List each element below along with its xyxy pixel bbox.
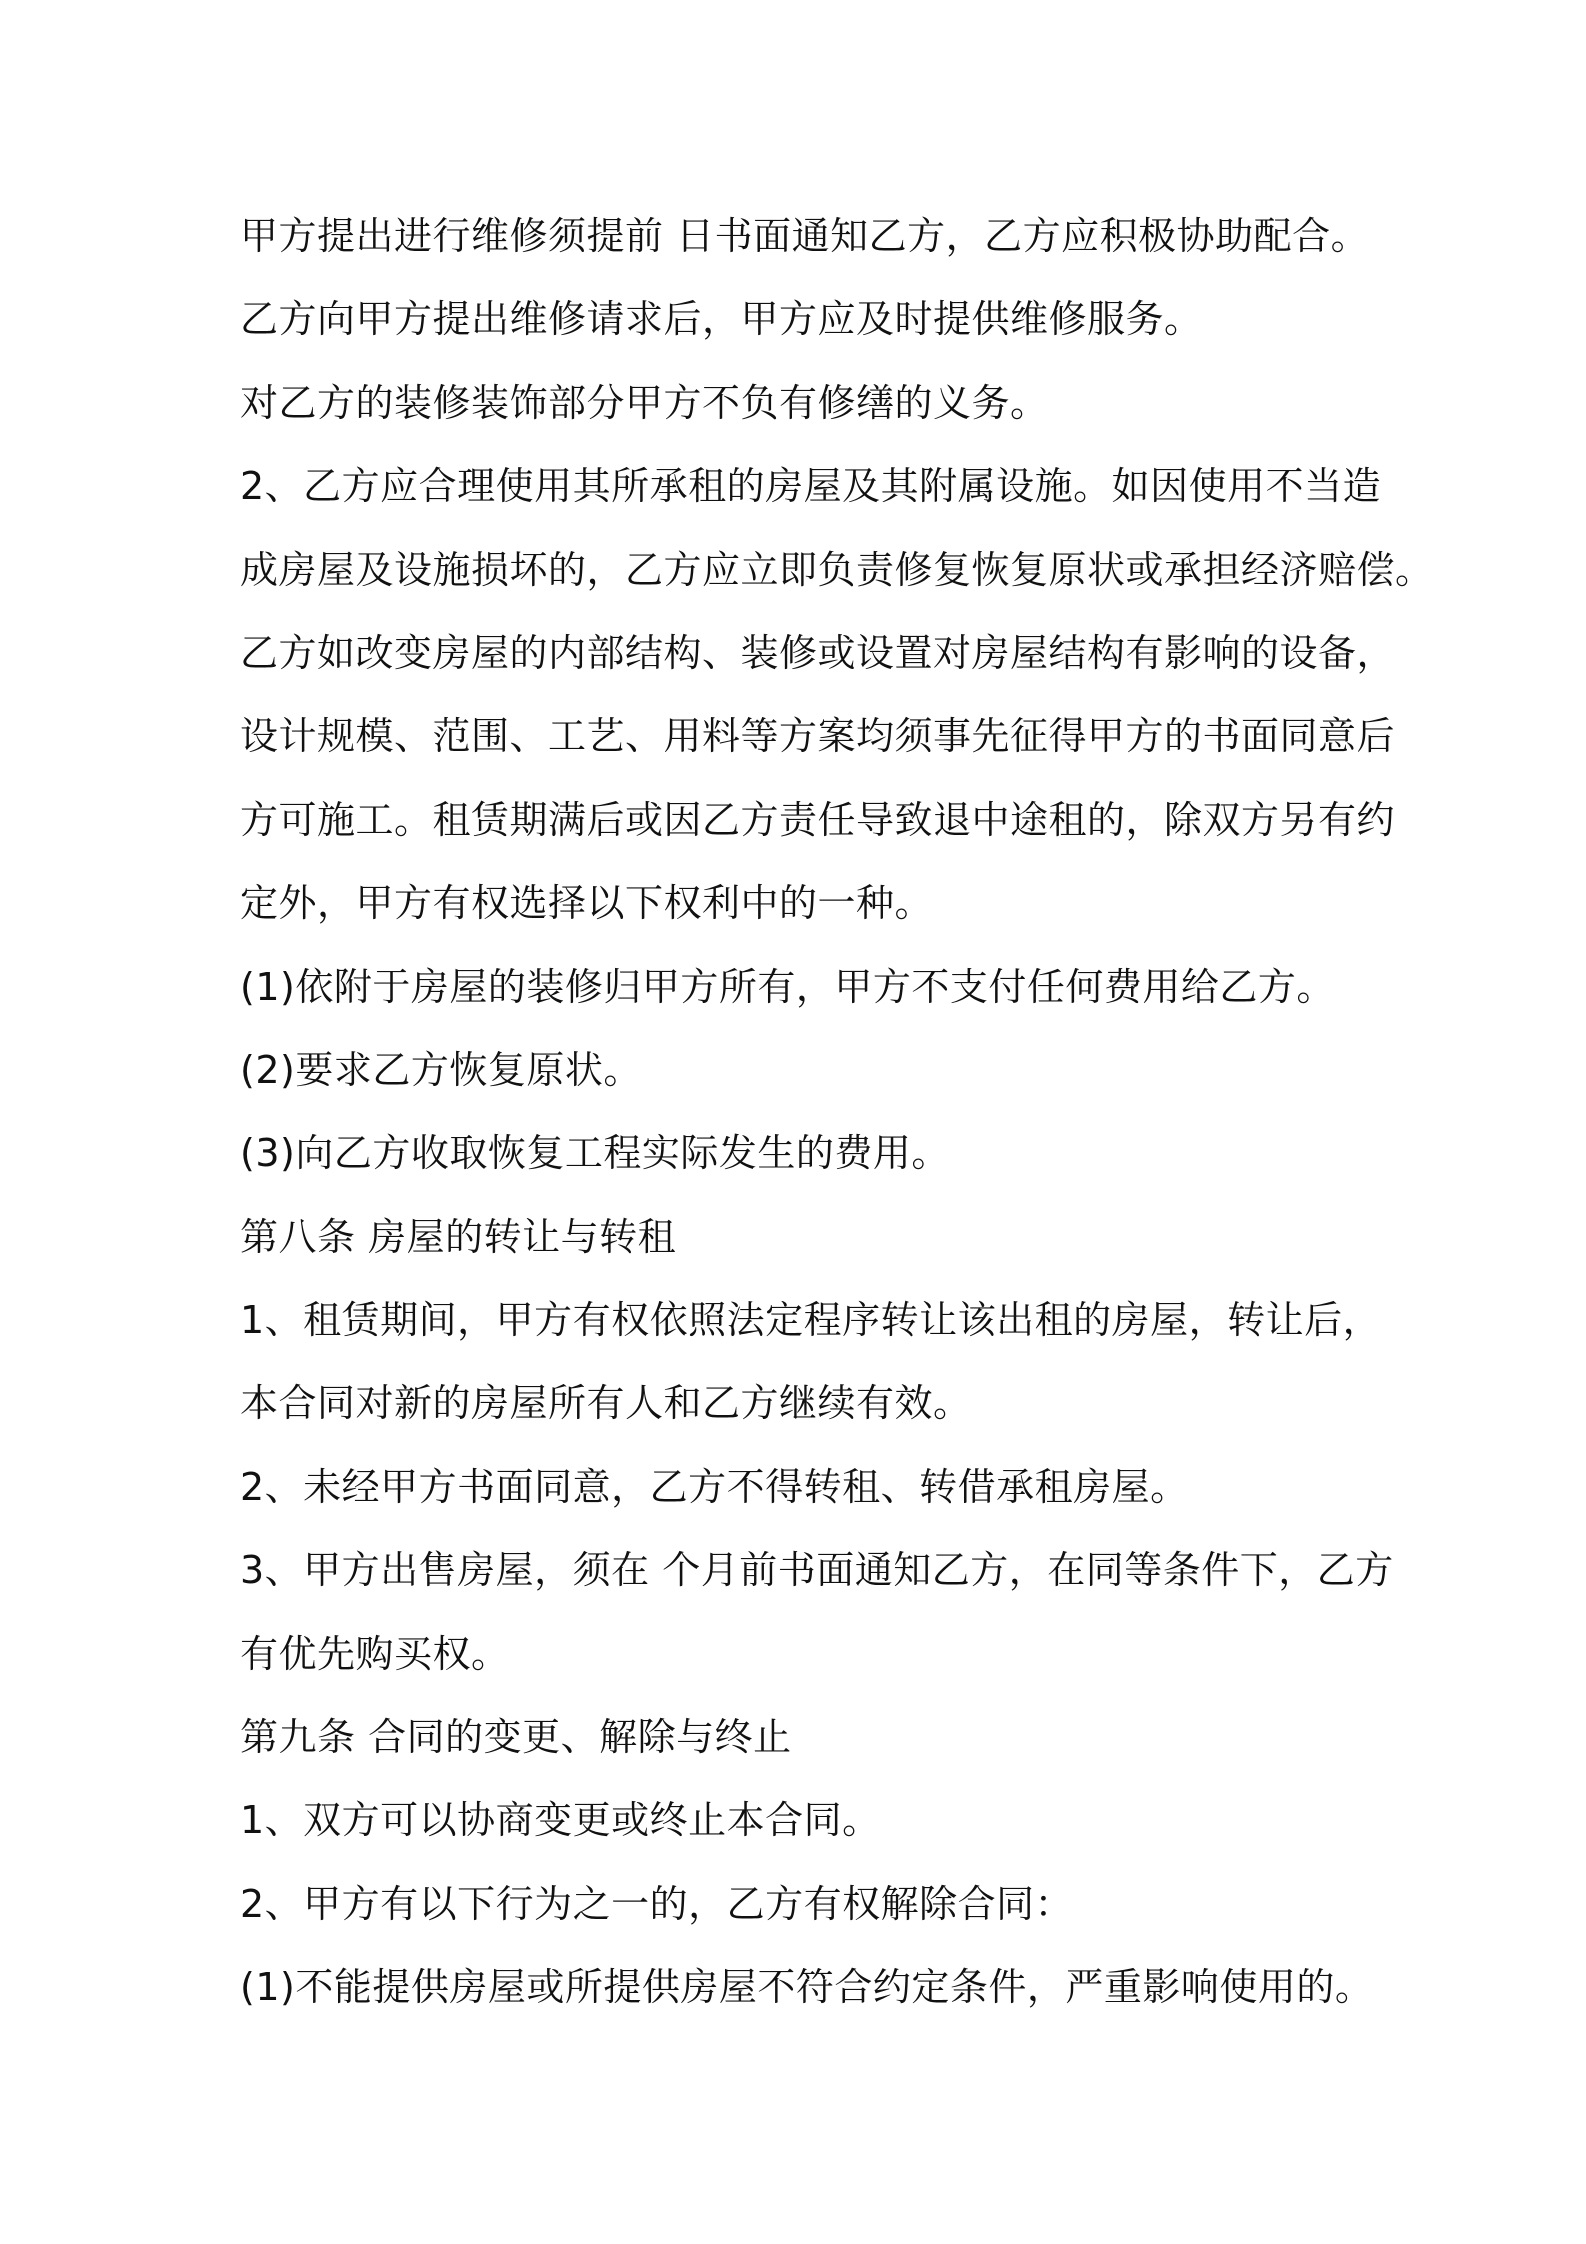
text-line: 3、甲方出售房屋，须在 个月前书面通知乙方，在同等条件下，乙方: [240, 1548, 1394, 1593]
text-line: 设计规模、范围、工艺、用料等方案均须事先征得甲方的书面同意后: [240, 714, 1396, 759]
text-line: 成房屋及设施损坏的，乙方应立即负责修复恢复原状或承担经济赔偿。: [240, 547, 1434, 592]
list-item-text: (1)不能提供房屋或所提供房屋不符合约定条件，严重影响使用的。: [240, 1965, 1374, 2010]
list-item-text: (3)向乙方收取恢复工程实际发生的费用。: [240, 1131, 950, 1176]
text-line: 乙方向甲方提出维修请求后，甲方应及时提供维修服务。: [240, 297, 1203, 342]
text-line: 定外，甲方有权选择以下权利中的一种。: [240, 881, 934, 926]
text-line: 2、未经甲方书面同意，乙方不得转租、转借承租房屋。: [240, 1464, 1189, 1509]
section-heading-article-8: 第八条 房屋的转让与转租: [240, 1214, 677, 1259]
document-body: [240, 195, 1434, 2030]
text-line: 对乙方的装修装饰部分甲方不负有修缮的义务。: [240, 380, 1049, 425]
text-line: 1、双方可以协商变更或终止本合同。: [240, 1798, 881, 1843]
text-line: 乙方如改变房屋的内部结构、装修或设置对房屋结构有影响的设备，: [240, 630, 1396, 675]
section-heading-article-9: 第九条 合同的变更、解除与终止: [240, 1715, 792, 1760]
text-line: 2、甲方有以下行为之一的，乙方有权解除合同：: [240, 1881, 1074, 1926]
text-line: 1、租赁期间，甲方有权依照法定程序转让该出租的房屋，转让后，: [240, 1298, 1382, 1343]
text-line: 方可施工。租赁期满后或因乙方责任导致退中途租的，除双方另有约: [240, 797, 1396, 842]
text-line: 甲方提出进行维修须提前 日书面通知乙方，乙方应积极协助配合。: [240, 214, 1370, 258]
text-line: 2、乙方应合理使用其所承租的房屋及其附属设施。如因使用不当造: [240, 464, 1382, 509]
text-line: 有优先购买权。: [240, 1631, 510, 1676]
list-item-text: (2)要求乙方恢复原状。: [240, 1047, 642, 1092]
list-item-text: (1)依附于房屋的装修归甲方所有，甲方不支付任何费用给乙方。: [240, 964, 1335, 1009]
text-line: 本合同对新的房屋所有人和乙方继续有效。: [240, 1381, 972, 1426]
